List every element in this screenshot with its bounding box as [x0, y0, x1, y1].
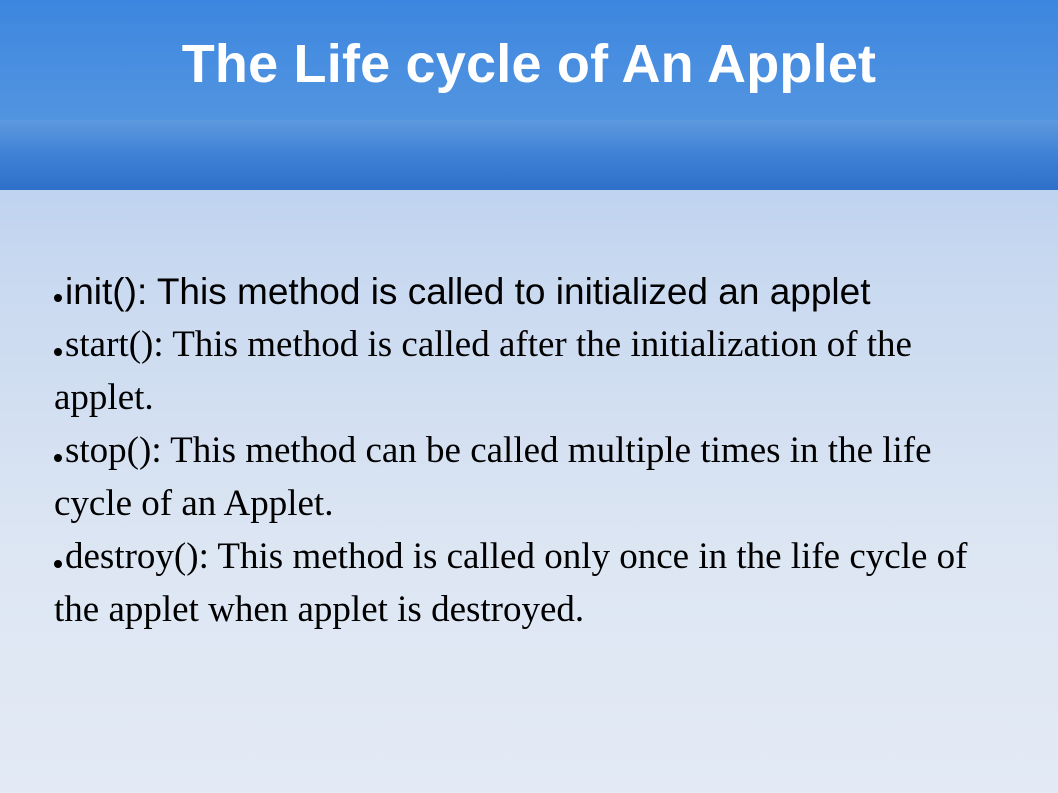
bullet-list [54, 266, 1014, 636]
bullet-text: start(): This method is called after the initialization of the applet. [54, 324, 912, 418]
bullet-dot-icon [54, 348, 62, 356]
bullet-dot-icon [54, 454, 62, 462]
title-bar-band [0, 120, 1058, 190]
bullet-dot-icon [54, 294, 62, 302]
bullet-item-start [54, 318, 1014, 424]
bullet-item-stop [54, 424, 1014, 530]
bullet-text: init(): This method is called to initialized an applet [65, 271, 871, 312]
bullet-dot-icon [54, 560, 62, 568]
bullet-item-init [54, 266, 1014, 318]
bullet-text: destroy(): This method is called only once in the life cycle of the applet when applet is destroyed. [54, 536, 968, 630]
slide-title: The Life cycle of An Applet [181, 34, 877, 94]
bullet-text: stop(): This method can be called multiple times in the life cycle of an Applet. [54, 430, 932, 524]
bullet-item-destroy [54, 530, 1014, 636]
